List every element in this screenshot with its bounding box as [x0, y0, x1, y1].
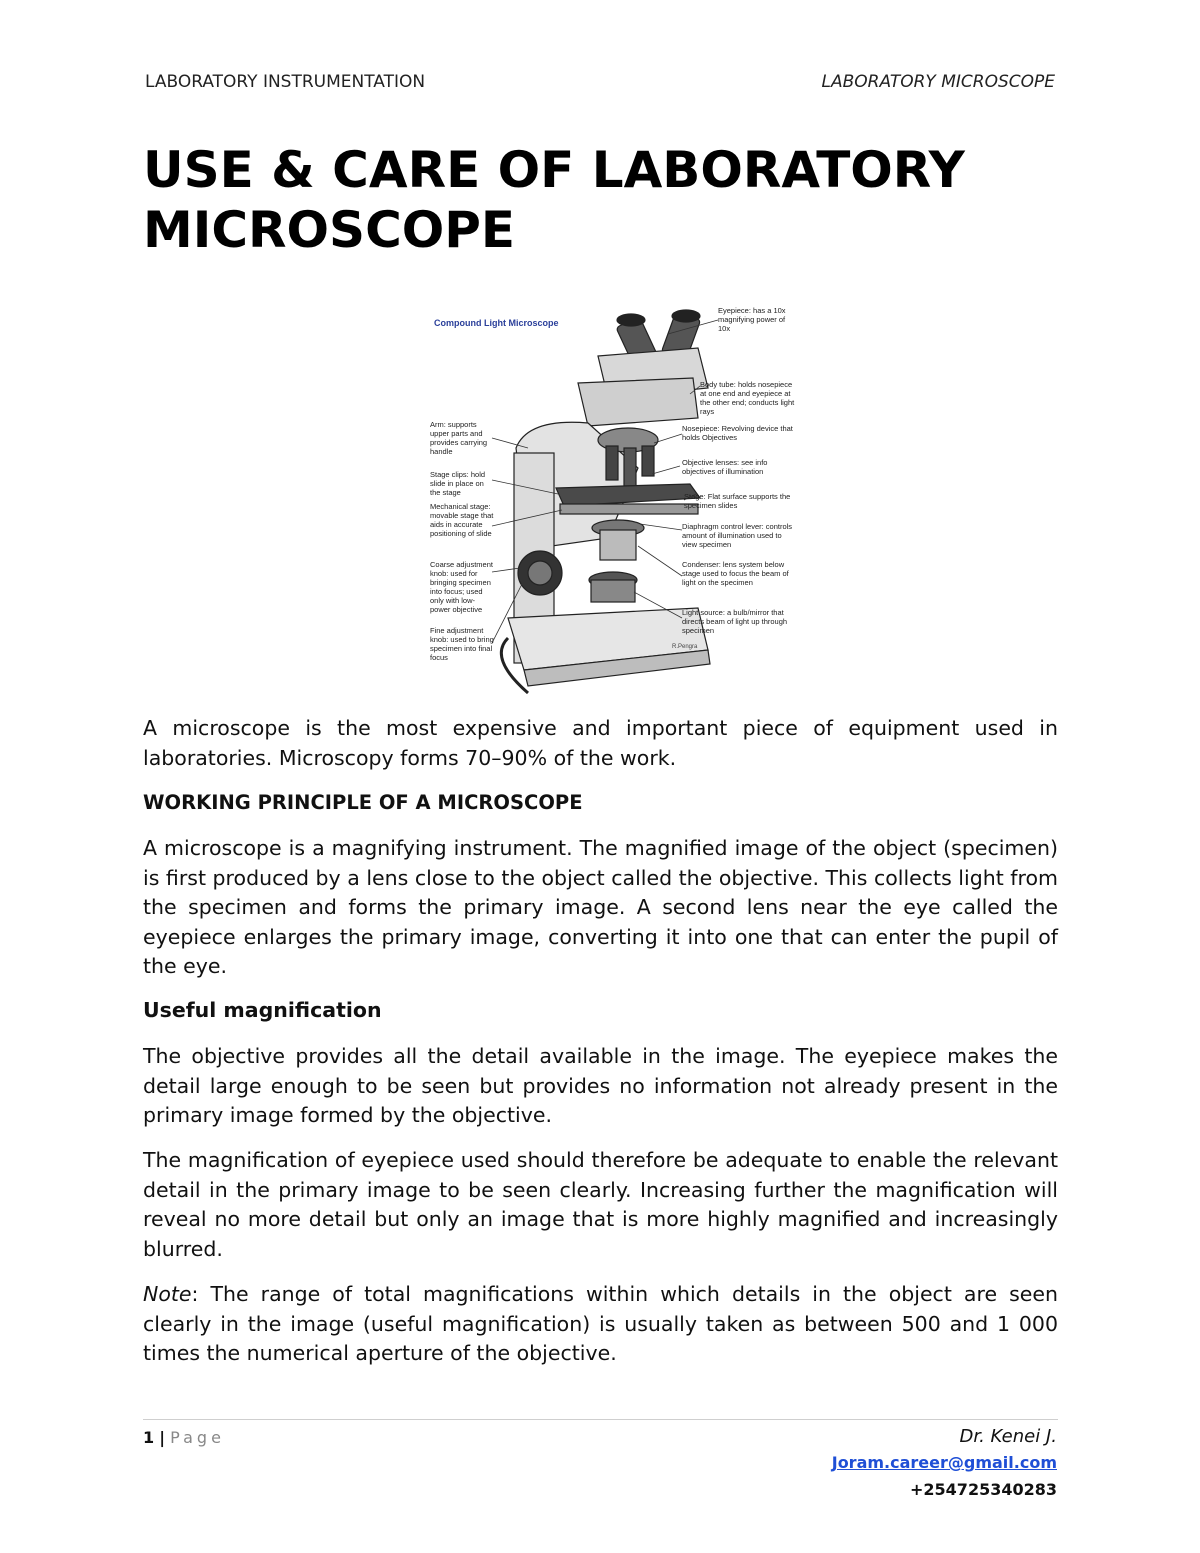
page-word: Page — [170, 1428, 225, 1447]
label-nosepiece: Nosepiece: Revolving device that holds Objectives — [682, 424, 793, 442]
intro-paragraph: A microscope is the most expensive and important piece of equipment used in laboratories. Microscopy forms 70–90% of the work. — [143, 716, 1058, 770]
working-principle-heading: WORKING PRINCIPLE OF A MICROSCOPE — [143, 791, 583, 814]
working-principle-paragraph: A microscope is a magnifying instrument. The magnified image of the object (specimen) is first produced by a lens close to the object called the objective. This collects light from the specimen and forms the primary image. A second lens near the eye called the eyepiece enlarges the primary image, converting it into one that can enter the pupil of the eye. — [143, 836, 1058, 978]
page-separator: | — [159, 1428, 166, 1447]
note-text: : The range of total magnifications within which details in the object are seen clearly in the image (useful magnification) is usually taken as between 500 and 1 000 times the numerical aperture of the objective. — [143, 1282, 1058, 1365]
figure-brand: R.Pengra — [672, 644, 698, 650]
footer-author: Dr. Kenei J. — [959, 1426, 1057, 1447]
label-stage-clips: Stage clips: hold slide in place on the stage — [430, 470, 486, 497]
footer-divider — [143, 1419, 1058, 1420]
label-body-tube: Body tube: holds nosepiece at one end and eyepiece at the other end; conducts light rays — [700, 380, 795, 416]
label-fine-adjustment: Fine adjustment knob: used to bring specimen into final focus — [430, 626, 494, 662]
label-condenser: Condenser: lens system below stage used to focus the beam of light on the specimen — [682, 560, 789, 587]
label-eyepiece: Eyepiece: has a 10x magnifying power of 10x — [718, 306, 786, 333]
microscope-figure — [428, 298, 800, 696]
useful-magnification-paragraph-1: The objective provides all the detail available in the image. The eyepiece makes the detail large enough to be seen but provides no information not already present in the primary image formed by the objective. — [143, 1044, 1058, 1127]
footer-phone: +254725340283 — [910, 1480, 1057, 1499]
figure-caption: Compound Light Microscope — [434, 318, 559, 328]
note-paragraph — [143, 1280, 1058, 1369]
label-objective: Objective lenses: see info objectives of illumination — [682, 458, 768, 476]
label-mechanical-stage: Mechanical stage: movable stage that aids in accurate positioning of slide — [430, 502, 494, 538]
useful-magnification-heading: Useful magnification — [143, 998, 382, 1022]
label-arm: Arm: supports upper parts and provides carrying handle — [430, 420, 488, 456]
note-label: Note — [143, 1282, 192, 1306]
label-diaphragm: Diaphragm control lever: controls amount of illumination used to view specimen — [682, 522, 793, 549]
label-stage: Stage: Flat surface supports the specimen slides — [684, 492, 791, 510]
page-number-value: 1 — [143, 1428, 155, 1447]
label-light-source: Light source: a bulb/mirror that directs beam of light up through specimen — [682, 608, 788, 635]
footer-email-link[interactable]: Joram.career@gmail.com — [831, 1453, 1057, 1472]
header-left: LABORATORY INSTRUMENTATION — [145, 72, 426, 92]
label-coarse-adjustment: Coarse adjustment knob: used for bringing specimen into focus; used only with low-power objective — [430, 560, 493, 614]
page-number — [143, 1428, 225, 1447]
useful-magnification-paragraph-2: The magnification of eyepiece used should therefore be adequate to enable the relevant detail in the primary image to be seen clearly. Increasing further the magnification will reveal no more detail but only an image that is more highly magnified and increasingly blurred. — [143, 1148, 1058, 1261]
header-right: LABORATORY MICROSCOPE — [821, 72, 1055, 92]
page-title: USE & CARE OF LABORATORY MICROSCOPE — [143, 141, 965, 259]
